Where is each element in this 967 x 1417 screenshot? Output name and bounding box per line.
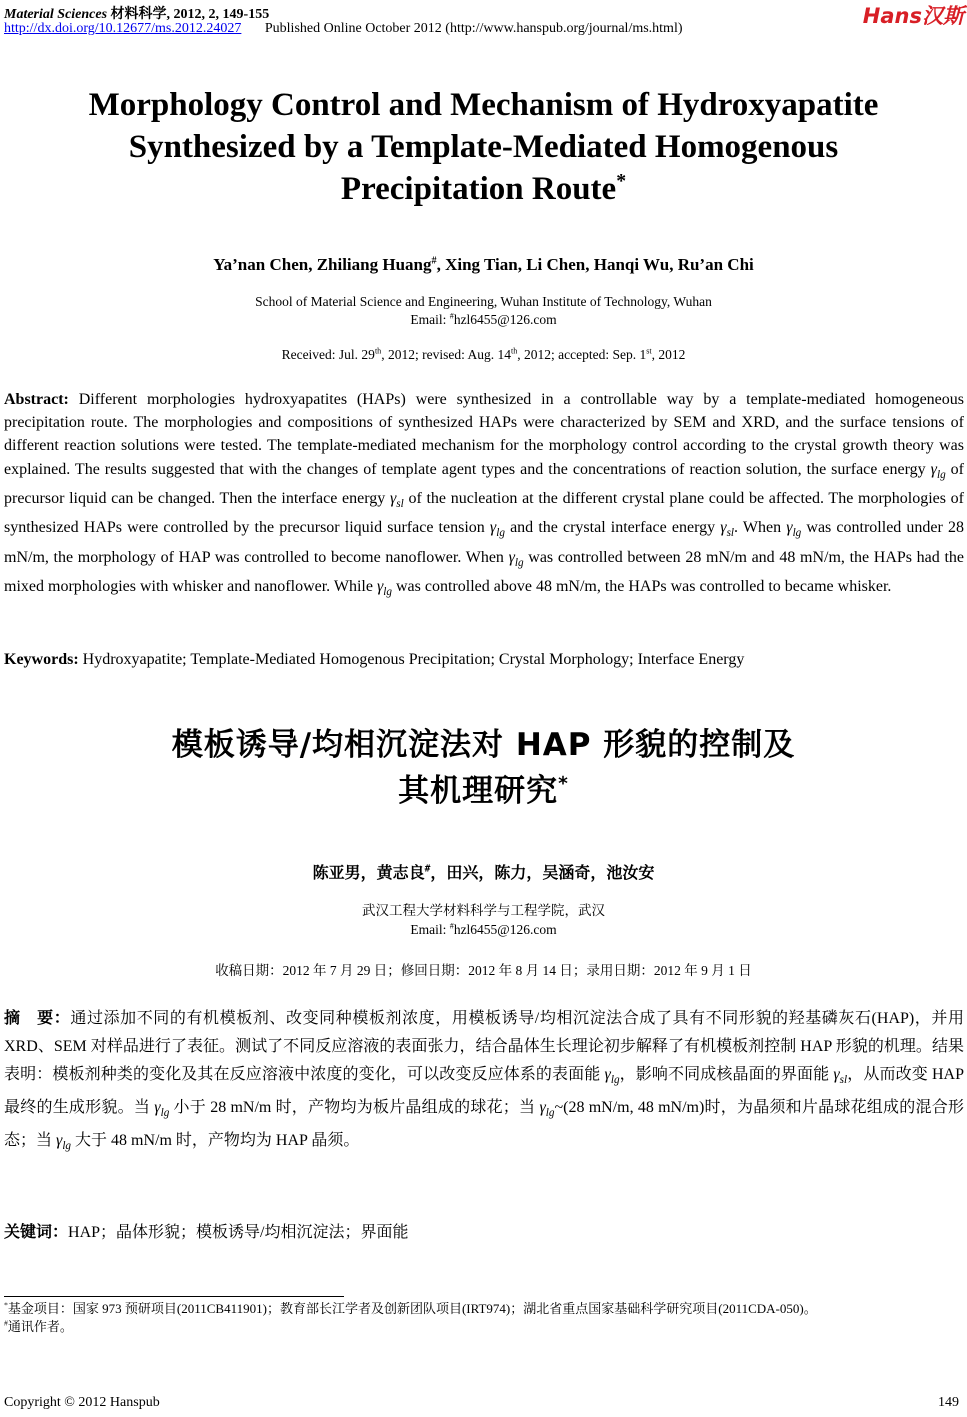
published-online: Published Online October 2012 (http://www.hanspub.org/journal/ms.html)	[264, 21, 683, 36]
keywords-en: Keywords: Hydroxyapatite; Template-Mediated Homogenous Precipitation; Crystal Morphology; Interface Energy	[4, 651, 745, 668]
corresponding-mark: #	[431, 255, 437, 267]
journal-header	[4, 3, 269, 23]
footnote-divider	[4, 1296, 344, 1297]
footnote-mark: *	[616, 170, 627, 192]
funding-note: *基金项目：国家 973 预研项目(2011CB411901)；教育部长江学者及创新团队项目(IRT974)；湖北省重点国家基础科学研究项目(2011CDA-050)。	[4, 1300, 817, 1316]
affiliation-cn	[0, 901, 967, 939]
email-address: hzl6455@126.com	[453, 312, 557, 327]
affiliation-text: School of Material Science and Engineering, Wuhan Institute of Technology, Wuhan	[255, 294, 712, 309]
keywords-cn: 关键词：HAP；晶体形貌；模板诱导/均相沉淀法；界面能	[4, 1222, 409, 1241]
abstract-cn: 摘 要：通过添加不同的有机模板剂、改变同种模板剂浓度，用模板诱导/均相沉淀法合成了具有不同形貌的羟基磷灰石(HAP)，并用 XRD、SEM 对样品进行了表征。测试了不同反应溶液的表面张力，结合晶体生长理论初步解释了有机模板剂控制 HAP 形貌的机理。结果表明：模板剂种类的变化及其在反应溶液中浓度的变化，可以改变反应体系的表面能 $\gamma_{lg}$，影响不同成核晶面的界面能 $\gamma_{sl}$，从而改变 HAP 最终的生成形貌。当 $\gamma_{lg}$ 小于 28 mN/m 时，产物均为板片晶组成的球花；当 $\gamma_{lg}\sim(28$ mN/m, 48 mN/m)时，为晶须和片晶球花组成的混合形态；当 $\gamma_{lg}$ 大于 48 mN/m 时，产物均为 HAP 晶须。	[4, 1008, 964, 1153]
keywords-label: Keywords:	[4, 651, 79, 668]
doi-line	[4, 21, 683, 37]
email-address: hzl6455@126.com	[453, 922, 557, 937]
journal-name: Material Sciences	[4, 7, 108, 22]
corresponding-note: #通讯作者。	[4, 1318, 73, 1334]
title-line: Morphology Control and Mechanism of Hydroxyapatite	[88, 87, 879, 123]
title-line: Synthesized by a Template-Mediated Homogenous	[128, 129, 839, 165]
title-line: Precipitation Route*	[340, 170, 627, 207]
paper-title-cn	[0, 722, 967, 814]
copyright: Copyright © 2012 Hanspub	[4, 1395, 160, 1410]
paper-title	[0, 84, 967, 210]
abstract-en: Abstract: Different morphologies hydroxyapatites (HAPs) were synthesized in a controllable way by a template-mediated homogeneous precipitation route. The morphologies and compositions of synthesized HAPs were characterized by SEM and XRD, and the surface tensions of different reaction solutions were tested. The template-mediated mechanism for the morphology control according to the crystal growth theory was explained. The results suggested that with the changes of template agent types and the concentrations of reaction solution, the surface energy $\gamma_{lg}$ of precursor liquid can be changed. Then the interface energy $\gamma_{sl}$ of the nucleation at the different crystal plane could be affected. The morphologies of synthesized HAPs were controlled by the precursor liquid surface tension $\gamma_{lg}$ and the crystal interface energy $\gamma_{sl}$. When $\gamma_{lg}$ was controlled under 28 mN/m, the morphology of HAP was controlled to become nanoflower. When $\gamma_{lg}$ was controlled between 28 mN/m and 48 mN/m, the HAPs had the mixed morphologies with whisker and nanoflower. While $\gamma_{lg}$ was controlled above 48 mN/m, the HAPs was controlled to became whisker.	[4, 391, 965, 599]
hans-logo: Hans汉斯	[862, 4, 964, 28]
title-line: 模板诱导/均相沉淀法对 HAP 形貌的控制及	[171, 727, 796, 763]
received-dates: Received: Jul. 29th, 2012; revised: Aug. 14th, 2012; accepted: Sep. 1st, 2012	[281, 346, 686, 362]
page-number: 149	[938, 1395, 959, 1410]
corresponding-mark: #	[424, 863, 431, 875]
keywords-label: 关键词：	[4, 1222, 69, 1241]
author-list: Ya’nan Chen, Zhiliang Huang#, Xing Tian, Li Chen, Hanqi Wu, Ru’an Chi	[213, 255, 754, 274]
affiliation	[0, 293, 967, 329]
abstract-label: Abstract:	[4, 391, 69, 408]
received-dates-cn: 收稿日期：2012 年 7 月 29 日；修回日期：2012 年 8 月 14 日；录用日期：2012 年 9 月 1 日	[215, 963, 752, 978]
footnote-mark: *	[558, 773, 569, 795]
footnotes	[4, 1300, 964, 1336]
journal-issue: 材料科学, 2012, 2, 149-155	[110, 7, 270, 22]
email-line: Email: #hzl6455@126.com	[410, 921, 557, 937]
author-list-cn: 陈亚男，黄志良#，田兴，陈力，吴涵奇，池汝安	[312, 863, 655, 882]
title-line: 其机理研究*	[398, 773, 569, 809]
affiliation-text: 武汉工程大学材料科学与工程学院，武汉	[362, 903, 605, 918]
abstract-label: 摘 要：	[4, 1008, 71, 1027]
doi-link[interactable]: http://dx.doi.org/10.12677/ms.2012.24027	[4, 21, 242, 36]
email-line: Email: #hzl6455@126.com	[410, 311, 557, 327]
